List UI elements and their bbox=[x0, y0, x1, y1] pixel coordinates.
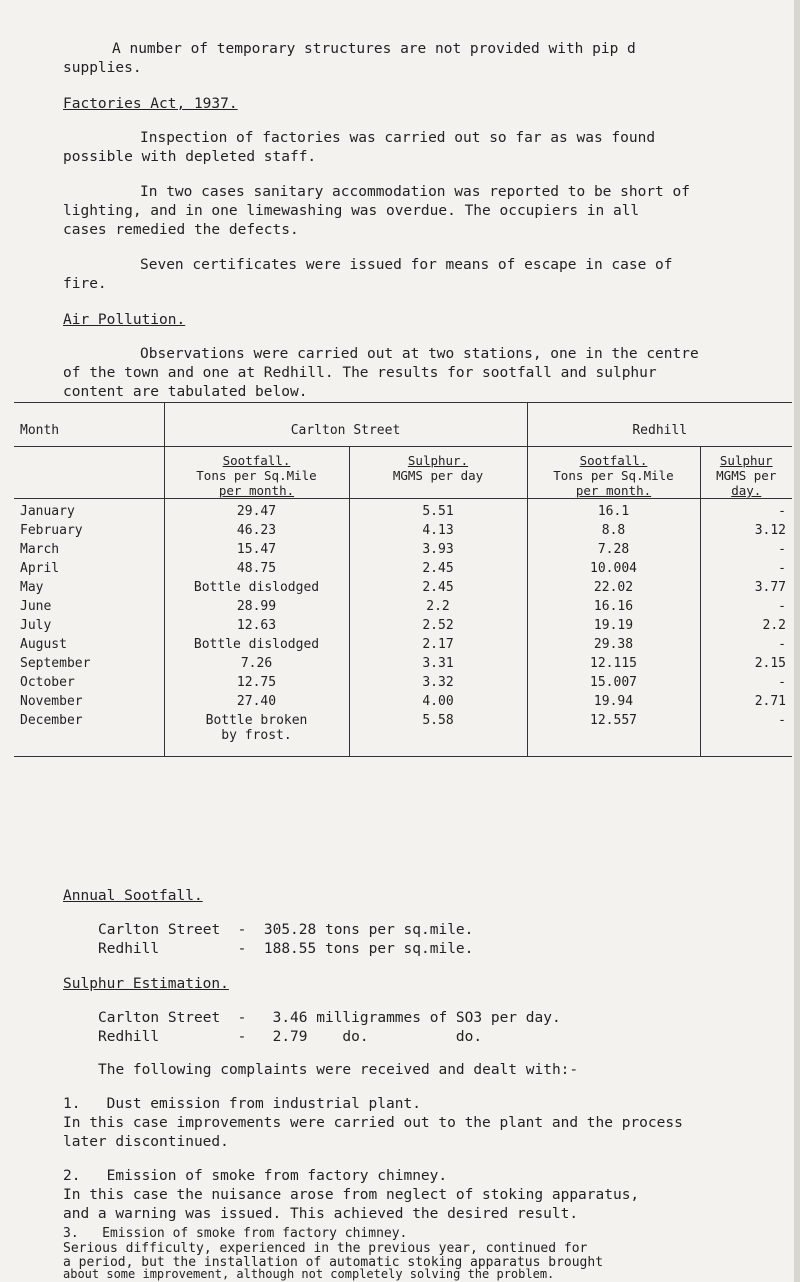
table-row bbox=[14, 713, 792, 743]
rh-sootfall-cell: 15.007 bbox=[527, 675, 700, 694]
cs-sootfall-cell: Bottle dislodged bbox=[164, 580, 349, 599]
rh-sulphur-cell: 2.71 bbox=[700, 694, 792, 713]
cs-sulphur-header: Sulphur. MGMS per day bbox=[349, 447, 527, 499]
table-row bbox=[14, 656, 792, 675]
factories-para1-line2: possible with depleted staff. bbox=[63, 149, 317, 165]
complaint-1-line2: In this case improvements were carried out to the plant and the process bbox=[63, 1115, 683, 1131]
air-para-line2: of the town and one at Redhill. The results for sootfall and sulphur bbox=[63, 365, 657, 381]
sulphur-line-redhill: Redhill - 2.79 do. do. bbox=[98, 1029, 483, 1045]
cs-sulphur-cell: 2.52 bbox=[349, 618, 527, 637]
rh-sootfall-cell: 29.38 bbox=[527, 637, 700, 656]
rh-sootfall-cell: 16.16 bbox=[527, 599, 700, 618]
month-cell: November bbox=[20, 693, 83, 709]
month-cell: February bbox=[20, 522, 83, 538]
rh-sulphur-cell: 3.77 bbox=[700, 580, 792, 599]
cs-sulphur-cell: 2.17 bbox=[349, 637, 527, 656]
table-body bbox=[14, 499, 792, 743]
rh-sulphur-cell: - bbox=[700, 542, 792, 561]
sulphur-heading: Sulphur Estimation. bbox=[63, 976, 229, 992]
table-header-row bbox=[14, 403, 792, 447]
cs-sulphur-cell: 5.58 bbox=[349, 713, 527, 743]
cs-sulphur-cell: 5.51 bbox=[349, 499, 527, 523]
cs-sulphur-cell: 2.45 bbox=[349, 580, 527, 599]
table-row bbox=[14, 523, 792, 542]
rh-sootfall-cell: 7.28 bbox=[527, 542, 700, 561]
table-row bbox=[14, 580, 792, 599]
rh-sulphur-cell: 2.2 bbox=[700, 618, 792, 637]
complaint-2-title: 2. Emission of smoke from factory chimney. bbox=[63, 1168, 448, 1184]
cs-sootfall-cell: 7.26 bbox=[164, 656, 349, 675]
complaint-3-line3: a period, but the installation of automatic stoking apparatus brought bbox=[63, 1255, 604, 1270]
rh-sulphur-header: Sulphur MGMS per day. bbox=[700, 447, 792, 499]
rh-sulphur-cell: - bbox=[700, 675, 792, 694]
complaint-2-line3: and a warning was issued. This achieved the desired result. bbox=[63, 1206, 579, 1222]
cs-sulphur-cell: 4.13 bbox=[349, 523, 527, 542]
factories-para1-line1: Inspection of factories was carried out so far as was found bbox=[140, 130, 656, 146]
cs-sootfall-cell: 48.75 bbox=[164, 561, 349, 580]
month-cell: April bbox=[20, 560, 60, 576]
rh-sootfall-cell: 22.02 bbox=[527, 580, 700, 599]
rh-sootfall-cell: 19.94 bbox=[527, 694, 700, 713]
col-month-header: Month bbox=[14, 403, 164, 447]
rh-sootfall-cell: 16.1 bbox=[527, 499, 700, 523]
table-row bbox=[14, 618, 792, 637]
table-subheader-row bbox=[14, 447, 792, 499]
rh-sootfall-cell: 8.8 bbox=[527, 523, 700, 542]
month-cell: September bbox=[20, 655, 91, 671]
cs-sulphur-cell: 3.32 bbox=[349, 675, 527, 694]
station-redhill-header: Redhill bbox=[527, 403, 792, 447]
cs-sootfall-cell: 28.99 bbox=[164, 599, 349, 618]
table-row bbox=[14, 637, 792, 656]
pollution-table bbox=[14, 402, 792, 757]
air-para-line3: content are tabulated below. bbox=[63, 384, 308, 400]
rh-sulphur-cell: 2.15 bbox=[700, 656, 792, 675]
table-row bbox=[14, 561, 792, 580]
intro-line-1: A number of temporary structures are not provided with pip d bbox=[112, 41, 636, 57]
annual-line-redhill: Redhill - 188.55 tons per sq.mile. bbox=[98, 941, 474, 957]
month-cell: March bbox=[20, 541, 60, 557]
complaint-3-line2: Serious difficulty, experienced in the previous year, continued for bbox=[63, 1241, 588, 1256]
cs-sootfall-cell: 29.47 bbox=[164, 499, 349, 523]
cs-sootfall-cell: 46.23 bbox=[164, 523, 349, 542]
station-carlton-header: Carlton Street bbox=[164, 403, 527, 447]
month-cell: May bbox=[20, 579, 44, 595]
table-row bbox=[14, 675, 792, 694]
table-row bbox=[14, 694, 792, 713]
cs-sootfall-cell: 12.63 bbox=[164, 618, 349, 637]
rh-sulphur-cell: - bbox=[700, 599, 792, 618]
cs-sootfall-cell: 12.75 bbox=[164, 675, 349, 694]
air-heading: Air Pollution. bbox=[63, 312, 186, 328]
month-cell: December bbox=[20, 712, 83, 728]
factories-para3-line2: fire. bbox=[63, 276, 107, 292]
cs-sulphur-cell: 3.93 bbox=[349, 542, 527, 561]
factories-para2-line3: cases remedied the defects. bbox=[63, 222, 299, 238]
table-row bbox=[14, 499, 792, 523]
page-edge bbox=[794, 0, 800, 1282]
cs-sulphur-cell: 3.31 bbox=[349, 656, 527, 675]
air-para-line1: Observations were carried out at two stations, one in the centre bbox=[140, 346, 699, 362]
cs-sootfall-cell: Bottle broken by frost. bbox=[164, 713, 349, 743]
complaint-3-line4: about some improvement, although not completely solving the problem. bbox=[63, 1267, 555, 1281]
month-cell: October bbox=[20, 674, 75, 690]
month-cell: August bbox=[20, 636, 67, 652]
cs-sulphur-cell: 2.2 bbox=[349, 599, 527, 618]
rh-sootfall-cell: 12.557 bbox=[527, 713, 700, 743]
complaint-1-title: 1. Dust emission from industrial plant. bbox=[63, 1096, 421, 1112]
factories-heading: Factories Act, 1937. bbox=[63, 96, 238, 112]
rh-sootfall-cell: 12.115 bbox=[527, 656, 700, 675]
cs-sulphur-cell: 2.45 bbox=[349, 561, 527, 580]
table-row bbox=[14, 542, 792, 561]
month-cell: January bbox=[20, 504, 75, 519]
rh-sulphur-cell: - bbox=[700, 499, 792, 523]
sulphur-line-carlton: Carlton Street - 3.46 milligrammes of SO3 per day. bbox=[98, 1010, 561, 1026]
rh-sootfall-header: Sootfall. Tons per Sq.Mile per month. bbox=[527, 447, 700, 499]
cs-sulphur-cell: 4.00 bbox=[349, 694, 527, 713]
table-row bbox=[14, 599, 792, 618]
month-cell: June bbox=[20, 598, 52, 614]
complaint-1-line3: later discontinued. bbox=[63, 1134, 229, 1150]
table-footer-row bbox=[14, 743, 792, 757]
rh-sootfall-cell: 10.004 bbox=[527, 561, 700, 580]
complaint-2-line2: In this case the nuisance arose from neglect of stoking apparatus, bbox=[63, 1187, 640, 1203]
rh-sulphur-cell: 3.12 bbox=[700, 523, 792, 542]
cs-sootfall-header: Sootfall. Tons per Sq.Mile per month. bbox=[164, 447, 349, 499]
factories-para3-line1: Seven certificates were issued for means of escape in case of bbox=[140, 257, 673, 273]
complaints-intro: The following complaints were received and dealt with:- bbox=[98, 1062, 579, 1078]
rh-sulphur-cell: - bbox=[700, 637, 792, 656]
factories-para2-line2: lighting, and in one limewashing was overdue. The occupiers in all bbox=[63, 203, 640, 219]
rh-sootfall-cell: 19.19 bbox=[527, 618, 700, 637]
intro-line-2: supplies. bbox=[63, 60, 142, 76]
complaint-3-title: 3. Emission of smoke from factory chimney. bbox=[63, 1226, 408, 1241]
cs-sootfall-cell: Bottle dislodged bbox=[164, 637, 349, 656]
cs-sootfall-cell: 15.47 bbox=[164, 542, 349, 561]
factories-para2-line1: In two cases sanitary accommodation was reported to be short of bbox=[140, 184, 690, 200]
rh-sulphur-cell: - bbox=[700, 561, 792, 580]
annual-heading: Annual Sootfall. bbox=[63, 888, 203, 904]
month-cell: July bbox=[20, 617, 52, 633]
cs-sootfall-cell: 27.40 bbox=[164, 694, 349, 713]
annual-line-carlton: Carlton Street - 305.28 tons per sq.mile. bbox=[98, 922, 474, 938]
rh-sulphur-cell: - bbox=[700, 713, 792, 743]
